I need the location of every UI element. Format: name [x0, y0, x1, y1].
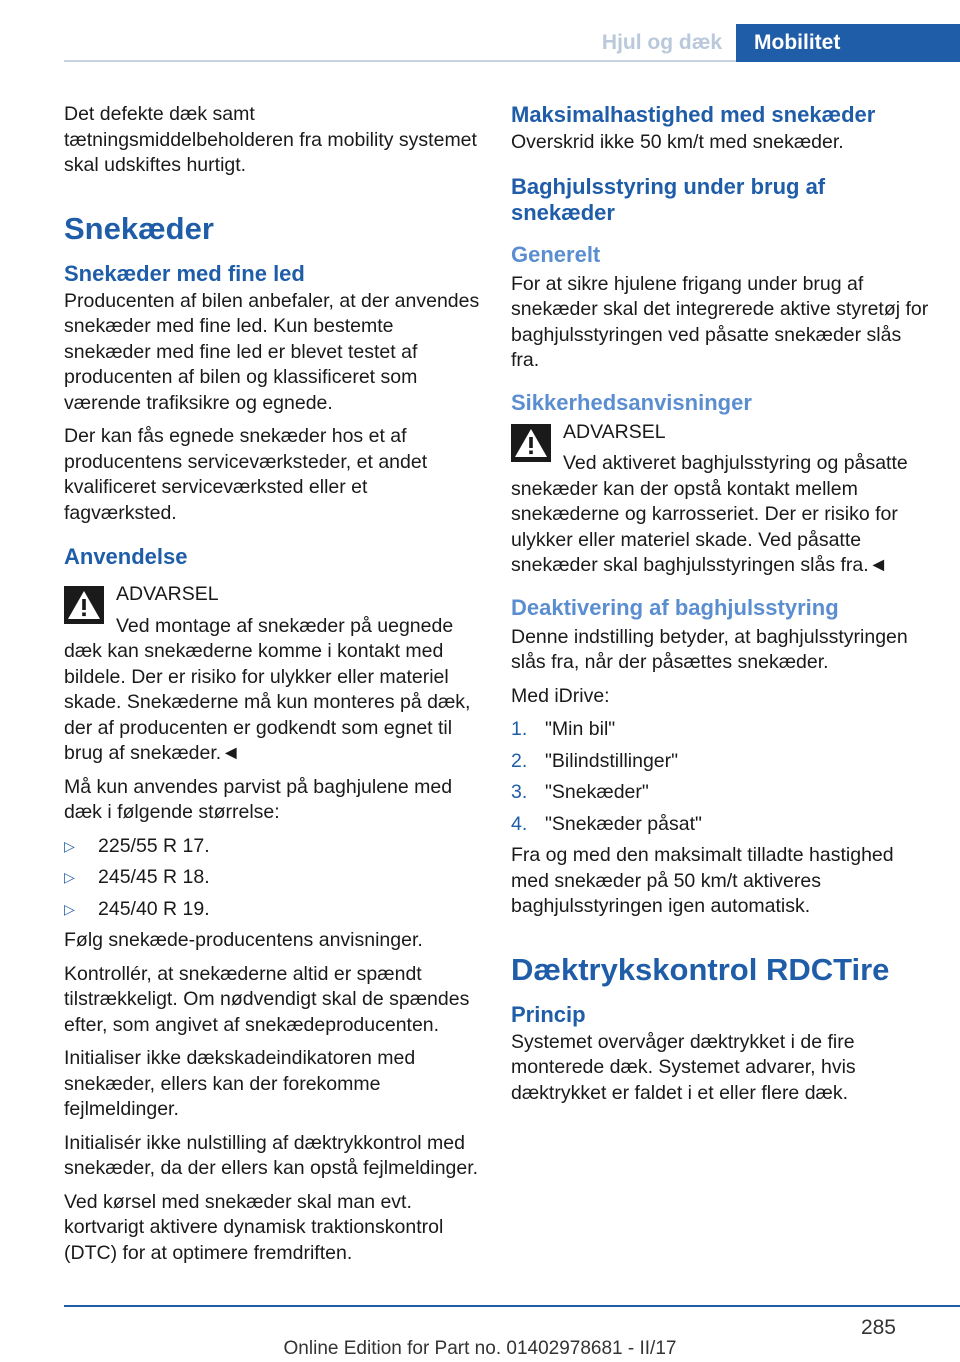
paragraph: Kontrollér, at snekæderne altid er spændt tilstrækkeligt. Om nødvendigt skal de spændes efter, som angivet af snekædeproducenten. [64, 962, 470, 1036]
section-title-snow-chains: Snekæder [64, 210, 214, 246]
list-item: ▷ 225/55 R 17. [64, 834, 480, 860]
paragraph: Må kun anvendes parvist på baghjulene med dæk i følgende størrelse: [64, 775, 453, 823]
paragraph: Systemet overvåger dæktrykket i de fire monterede dæk. Systemet advarer, hvis dæktrykket er faldet i et eller flere dæk. [511, 1030, 856, 1104]
tab-chapter[interactable]: Hjul og dæk [601, 31, 723, 54]
triangle-bullet-icon: ▷ [64, 900, 75, 917]
subtitle-max-speed: Maksimalhastighed med snekæder [511, 102, 876, 127]
warning-box [511, 420, 931, 579]
subheading-deactivation: Deaktivering af baghjulsstyring [511, 594, 839, 620]
paragraph: Denne indstilling betyder, at baghjulsstyringen slås fra, når der påsættes snekæder. [511, 625, 908, 673]
triangle-bullet-icon: ▷ [64, 869, 75, 885]
warning-triangle-icon [64, 586, 104, 624]
idrive-steps-list [511, 717, 931, 837]
edition-footer: Online Edition for Part no. 01402978681 - II/17 [283, 1338, 677, 1359]
subtitle-rear-steering: Baghjulsstyring under brug af snekæder [511, 173, 826, 225]
left-column [64, 102, 480, 1274]
subtitle-fine-link-chains: Snekæder med fine led [64, 260, 305, 286]
paragraph: Der kan fås egnede snekæder hos et af producentens serviceværksteder, et andet kvalificeret serviceværksted eller et fagværksted. [64, 425, 428, 524]
list-item: 2. "Bilindstillinger" [511, 749, 679, 772]
triangle-bullet-icon: ▷ [64, 837, 75, 854]
list-item: 1. "Min bil" [511, 718, 616, 740]
list-item: 4. "Snekæder påsat" [511, 812, 702, 835]
intro-paragraph: Det defekte dæk samt tætningsmiddelbeholderen fra mobility systemet skal udskiftes hurtigt. [64, 103, 477, 176]
page-number: 285 [860, 1316, 896, 1339]
list-item: 3. "Snekæder" [511, 781, 649, 803]
paragraph: Overskrid ikke 50 km/t med snekæder. [511, 131, 844, 153]
warning-text: Ved montage af snekæder på uegnede dæk kan snekæderne komme i kontakt med bildele. Der er risiko for ulykker eller materiel skade. Snekæderne må kun monteres på dæk, der af producenten er godkendt som egnet til brug af snekæder.◄ [64, 614, 471, 764]
subheading-general: Generelt [511, 241, 601, 267]
warning-label: ADVARSEL [563, 420, 666, 443]
footer-rule [64, 1305, 960, 1307]
warning-label: ADVARSEL [116, 583, 219, 605]
tire-size-list [64, 834, 480, 923]
warning-box [64, 582, 480, 767]
warning-triangle-icon [511, 424, 551, 462]
subtitle-usage: Anvendelse [64, 544, 188, 569]
right-column [511, 102, 931, 1114]
paragraph: Med iDrive: [511, 684, 610, 707]
paragraph: Følg snekæde-producentens anvisninger. [64, 929, 423, 951]
subheading-safety: Sikkerhedsanvisninger [511, 389, 752, 415]
section-title-tire-pressure: Dæktrykskontrol RDCTire [511, 951, 890, 987]
paragraph: Fra og med den maksimalt tilladte hastighed med snekæder på 50 km/t aktiveres baghjulsstyringen igen automatisk. [511, 844, 894, 917]
paragraph: For at sikre hjulene frigang under brug af snekæder skal det integrerede aktive styretøj for baghjulsstyringen ved påsatte snekæder slås fra. [511, 272, 929, 371]
paragraph: Ved kørsel med snekæder skal man evt. kortvarigt aktivere dynamisk traktionskontrol (DTC) for at optimere fremdriften. [64, 1190, 444, 1264]
paragraph: Initialisér ikke nulstilling af dæktrykkontrol med snekæder, da der ellers kan opstå fejlmeldinger. [64, 1131, 479, 1179]
list-item: ▷ 245/45 R 18. [64, 865, 480, 891]
list-item: ▷ 245/40 R 19. [64, 897, 480, 923]
tab-section[interactable]: Mobilitet [736, 24, 960, 62]
subtitle-principle: Princip [511, 1001, 586, 1027]
warning-text: Ved aktiveret baghjulsstyring og påsatte snekæder kan der opstå kontakt mellem snekæderne og karrosseriet. Der er risiko for ulykker eller materiel skade. Ved påsatte snekæder skal baghjulsstyringen slås fra.◄ [511, 452, 908, 576]
paragraph: Initialiser ikke dækskadeindikatoren med snekæder, ellers kan der forekomme fejlmeldinger. [64, 1047, 416, 1120]
paragraph: Producenten af bilen anbefaler, at der anvendes snekæder med fine led. Kun bestemte snekæder med fine led er blevet testet af producenten af bilen og klassificeret som værende trafiksikre og egnede. [64, 289, 480, 414]
